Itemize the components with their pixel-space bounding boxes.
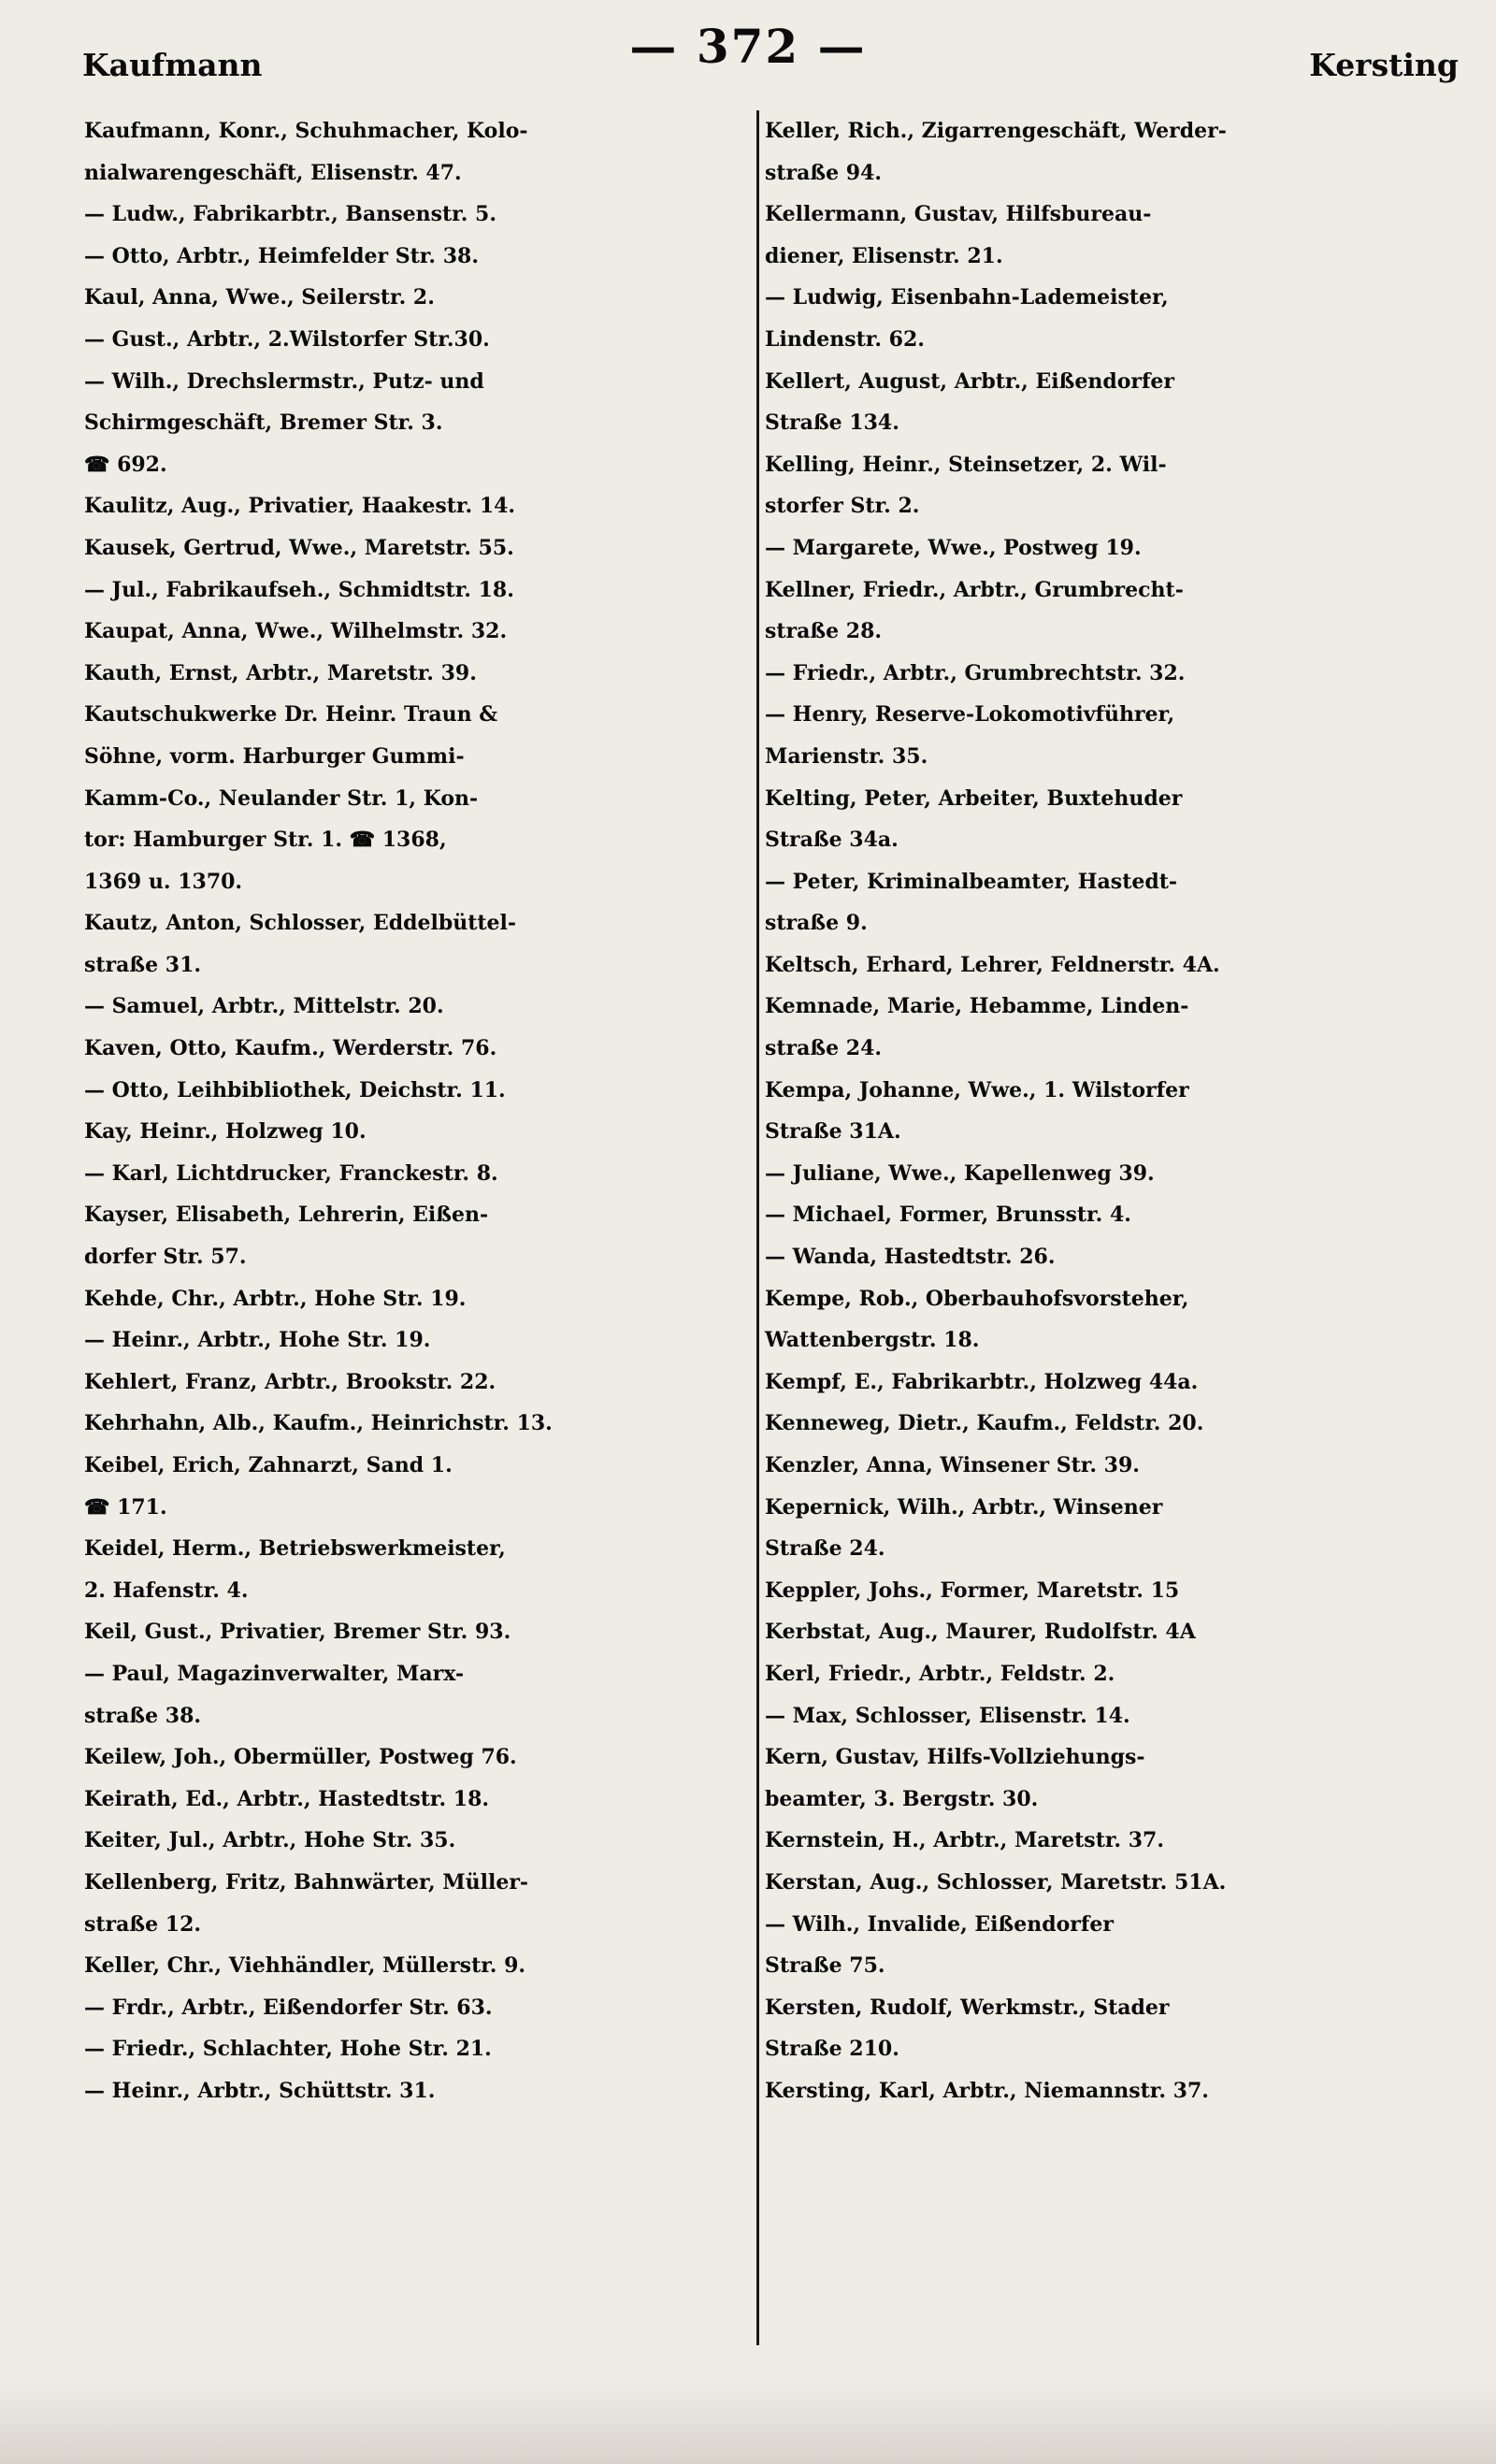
entry-line: Kautz, Anton, Schlosser, Eddelbüttel-	[84, 911, 517, 936]
entry-line: — Juliane, Wwe., Kapellenweg 39.	[765, 1160, 1155, 1186]
entry-line: Söhne, vorm. Harburger Gummi-	[84, 743, 465, 769]
entry-line: Schirmgeschäft, Bremer Str. 3.	[84, 411, 443, 436]
entry-line: Keilew, Joh., Obermüller, Postweg 76.	[84, 1745, 517, 1770]
entry-line: — Margarete, Wwe., Postweg 19.	[765, 535, 1142, 560]
entry-line: — Paul, Magazinverwalter, Marx-	[84, 1661, 465, 1686]
directory-entry	[84, 319, 739, 361]
entry-line: Kern, Gustav, Hilfs-Vollziehungs-	[765, 1745, 1145, 1770]
directory-entry	[84, 1403, 739, 1445]
directory-entry	[84, 1528, 739, 1611]
directory-entry	[84, 1070, 739, 1112]
entry-line: Straße 24.	[765, 1536, 885, 1562]
entry-line: Kerstan, Aug., Schlosser, Maretstr. 51A.	[765, 1869, 1227, 1895]
entry-line: Kautschukwerke Dr. Heinr. Traun &	[84, 702, 498, 728]
entry-line: Kaven, Otto, Kaufm., Werderstr. 76.	[84, 1036, 497, 1061]
header-right-catchword: Kersting	[1309, 47, 1459, 83]
entry-line: — Wilh., Drechslermstr., Putz- und	[84, 368, 484, 394]
directory-entry	[765, 1653, 1424, 1695]
directory-entry	[765, 1987, 1424, 2070]
entry-line: Kersten, Rudolf, Werkmstr., Stader	[765, 1995, 1170, 2020]
entry-line: Kaufmann, Konr., Schuhmacher, Kolo-	[84, 119, 528, 143]
directory-entry	[765, 986, 1424, 1069]
directory-entry	[84, 1653, 739, 1736]
entry-line: — Friedr., Schlachter, Hohe Str. 21.	[84, 2037, 492, 2062]
entry-line: Keiter, Jul., Arbtr., Hohe Str. 35.	[84, 1828, 456, 1853]
directory-entry	[84, 527, 739, 569]
entry-line: Kempe, Rob., Oberbauhofsvorsteher,	[765, 1286, 1189, 1311]
entry-line: Kaul, Anna, Wwe., Seilerstr. 2.	[84, 285, 435, 310]
entry-line: Keltsch, Erhard, Lehrer, Feldnerstr. 4A.	[765, 952, 1220, 977]
directory-entry	[765, 1611, 1424, 1653]
directory-entry	[84, 653, 739, 695]
directory-entry	[765, 527, 1424, 569]
entry-line: — Friedr., Arbtr., Grumbrechtstr. 32.	[765, 660, 1186, 685]
entry-line: Keibel, Erich, Zahnarzt, Sand 1.	[84, 1453, 453, 1477]
page-number: — 372 —	[629, 19, 867, 74]
directory-entry	[84, 1779, 739, 1821]
entry-line: Kempf, E., Fabrikarbtr., Holzweg 44a.	[765, 1369, 1199, 1394]
directory-entry	[765, 1862, 1424, 1904]
directory-entry	[765, 1070, 1424, 1153]
directory-entry	[84, 1445, 739, 1528]
directory-entry	[765, 1820, 1424, 1862]
entry-line: — Frdr., Arbtr., Eißendorfer Str. 63.	[84, 1995, 493, 2020]
directory-entry	[84, 569, 739, 612]
directory-entry	[84, 1820, 739, 1862]
directory-entry	[84, 1736, 739, 1779]
entry-line: — Peter, Kriminalbeamter, Hastedt-	[765, 869, 1178, 894]
directory-entry	[84, 1153, 739, 1195]
entry-line: — Max, Schlosser, Elisenstr. 14.	[765, 1703, 1130, 1728]
entry-line: Kerl, Friedr., Arbtr., Feldstr. 2.	[765, 1661, 1115, 1686]
entry-line: — Henry, Reserve-Lokomotivführer,	[765, 702, 1175, 728]
entry-line: Keller, Rich., Zigarrengeschäft, Werder-	[765, 119, 1227, 143]
entry-line: Marienstr. 35.	[765, 743, 928, 769]
entry-line: straße 9.	[765, 911, 868, 936]
entry-line: Kehrhahn, Alb., Kaufm., Heinrichstr. 13.	[84, 1411, 553, 1436]
entry-line: — Wanda, Hastedtstr. 26.	[765, 1245, 1056, 1270]
entry-line: diener, Elisenstr. 21.	[765, 243, 1003, 268]
directory-entry	[765, 277, 1424, 360]
entry-line: — Samuel, Arbtr., Mittelstr. 20.	[84, 994, 444, 1019]
entry-line: Lindenstr. 62.	[765, 326, 925, 352]
entry-line: Kerbstat, Aug., Maurer, Rudolfstr. 4A	[765, 1620, 1196, 1645]
entry-line: Kersting, Karl, Arbtr., Niemannstr. 37.	[765, 2078, 1209, 2103]
directory-entry	[765, 1362, 1424, 1404]
entry-line: Straße 34a.	[765, 828, 899, 853]
directory-entry	[765, 778, 1424, 861]
directory-entry	[84, 236, 739, 278]
entry-line: straße 31.	[84, 952, 202, 977]
directory-entry	[765, 653, 1424, 695]
right-column	[765, 110, 1424, 2112]
directory-entry	[84, 485, 739, 527]
entry-line: — Ludwig, Eisenbahn-Lademeister,	[765, 285, 1169, 310]
entry-line: Kepernick, Wilh., Arbtr., Winsener	[765, 1494, 1163, 1520]
directory-entry	[84, 694, 739, 902]
directory-entry	[765, 1570, 1424, 1612]
entry-line: — Otto, Leihbibliothek, Deichstr. 11.	[84, 1077, 506, 1102]
entry-line: Keidel, Herm., Betriebswerkmeister,	[84, 1536, 506, 1562]
directory-entry	[765, 2070, 1424, 2112]
left-column	[84, 110, 739, 2112]
directory-entry	[84, 611, 739, 653]
directory-entry	[84, 1362, 739, 1404]
directory-entry	[84, 1194, 739, 1277]
directory-entry	[765, 110, 1424, 194]
entry-line: Kausek, Gertrud, Wwe., Maretstr. 55.	[84, 535, 514, 560]
entry-line: Kelting, Peter, Arbeiter, Buxtehuder	[765, 785, 1183, 811]
entry-line: Kehlert, Franz, Arbtr., Brookstr. 22.	[84, 1369, 496, 1394]
page-header	[37, 13, 1459, 88]
entry-line: straße 94.	[765, 160, 883, 185]
entry-line: Wattenbergstr. 18.	[765, 1328, 980, 1353]
directory-entry	[765, 1445, 1424, 1487]
entry-line: Kamm-Co., Neulander Str. 1, Kon-	[84, 785, 479, 811]
directory-entry	[84, 1028, 739, 1070]
entry-line: — Michael, Former, Brunsstr. 4.	[765, 1203, 1131, 1228]
entry-line: — Karl, Lichtdrucker, Franckestr. 8.	[84, 1160, 498, 1186]
directory-entry	[765, 1736, 1424, 1820]
entry-line: Kay, Heinr., Holzweg 10.	[84, 1119, 367, 1145]
column-divider	[756, 110, 759, 2345]
entry-line: — Jul., Fabrikaufseh., Schmidtstr. 18.	[84, 577, 514, 602]
directory-entry	[765, 1194, 1424, 1236]
entry-line: straße 24.	[765, 1036, 883, 1061]
page-bottom-edge	[0, 2380, 1496, 2464]
entry-line: 1369 u. 1370.	[84, 869, 243, 894]
directory-entry	[765, 1904, 1424, 1987]
entry-line: Keller, Chr., Viehhändler, Müllerstr. 9.	[84, 1953, 526, 1979]
entry-line: — Heinr., Arbtr., Hohe Str. 19.	[84, 1328, 431, 1353]
entry-line: — Heinr., Arbtr., Schüttstr. 31.	[84, 2078, 436, 2103]
directory-entry	[84, 2070, 739, 2112]
entry-line: Kemnade, Marie, Hebamme, Linden-	[765, 994, 1189, 1019]
entry-line: 2. Hafenstr. 4.	[84, 1578, 249, 1603]
entry-line: Kellert, August, Arbtr., Eißendorfer	[765, 368, 1175, 394]
entry-line: beamter, 3. Bergstr. 30.	[765, 1786, 1039, 1811]
entry-line: Keil, Gust., Privatier, Bremer Str. 93.	[84, 1620, 511, 1645]
directory-entry	[84, 1987, 739, 2029]
entry-line: straße 38.	[84, 1703, 202, 1728]
entry-line: Straße 210.	[765, 2037, 899, 2062]
entry-line: Kellenberg, Fritz, Bahnwärter, Müller-	[84, 1869, 529, 1895]
entry-line: Straße 75.	[765, 1953, 885, 1979]
entry-line: straße 12.	[84, 1911, 202, 1937]
directory-entry	[84, 1862, 739, 1945]
directory-entry	[84, 194, 739, 236]
entry-line: Straße 134.	[765, 411, 899, 436]
directory-entry	[84, 277, 739, 319]
entry-line: Kernstein, H., Arbtr., Maretstr. 37.	[765, 1828, 1165, 1853]
entry-line: nialwarengeschäft, Elisenstr. 47.	[84, 160, 462, 185]
directory-entry	[765, 194, 1424, 277]
directory-entry	[84, 986, 739, 1028]
entry-line: Kehde, Chr., Arbtr., Hohe Str. 19.	[84, 1286, 467, 1311]
directory-entry	[765, 444, 1424, 527]
directory-entry	[765, 861, 1424, 944]
entry-line: Kayser, Elisabeth, Lehrerin, Eißen-	[84, 1203, 489, 1228]
entry-line: Kaulitz, Aug., Privatier, Haakestr. 14.	[84, 494, 516, 519]
entry-line: — Wilh., Invalide, Eißendorfer	[765, 1911, 1114, 1937]
entry-line: Kaupat, Anna, Wwe., Wilhelmstr. 32.	[84, 619, 508, 644]
header-left-catchword: Kaufmann	[82, 47, 263, 83]
directory-entry	[84, 1319, 739, 1362]
entry-line: ☎ 692.	[84, 452, 167, 477]
directory-entry	[765, 1403, 1424, 1445]
entry-line: Kelling, Heinr., Steinsetzer, 2. Wil-	[765, 452, 1167, 477]
entry-line: — Otto, Arbtr., Heimfelder Str. 38.	[84, 243, 479, 268]
directory-entry	[84, 1611, 739, 1653]
entry-line: Keppler, Johs., Former, Maretstr. 15	[765, 1578, 1180, 1603]
entry-line: ☎ 171.	[84, 1494, 167, 1520]
entry-line: Kenzler, Anna, Winsener Str. 39.	[765, 1453, 1140, 1477]
directory-entry	[84, 1278, 739, 1320]
directory-entry	[84, 1111, 739, 1153]
directory-entry	[765, 569, 1424, 653]
directory-entry	[765, 1236, 1424, 1278]
entry-line: dorfer Str. 57.	[84, 1245, 247, 1270]
entry-line: Kempa, Johanne, Wwe., 1. Wilstorfer	[765, 1077, 1189, 1102]
directory-entry	[765, 1278, 1424, 1362]
entry-line: Kellermann, Gustav, Hilfsbureau-	[765, 202, 1152, 227]
entry-line: Straße 31A.	[765, 1119, 901, 1145]
entry-line: — Ludw., Fabrikarbtr., Bansenstr. 5.	[84, 202, 497, 227]
entry-line: Kellner, Friedr., Arbtr., Grumbrecht-	[765, 577, 1184, 602]
entry-line: Keirath, Ed., Arbtr., Hastedtstr. 18.	[84, 1786, 490, 1811]
entry-line: straße 28.	[765, 619, 883, 644]
directory-entry	[84, 902, 739, 986]
directory-entry	[765, 361, 1424, 444]
directory-entry	[765, 694, 1424, 777]
entry-line: tor: Hamburger Str. 1. ☎ 1368,	[84, 828, 447, 853]
directory-entry	[84, 1945, 739, 1987]
directory-entry	[765, 1487, 1424, 1570]
directory-entry	[765, 1695, 1424, 1737]
directory-entry	[84, 110, 739, 194]
directory-entry	[765, 944, 1424, 987]
entry-line: — Gust., Arbtr., 2.Wilstorfer Str.30.	[84, 326, 490, 352]
directory-entry	[84, 2028, 739, 2070]
entry-line: storfer Str. 2.	[765, 494, 920, 519]
entry-line: Kauth, Ernst, Arbtr., Maretstr. 39.	[84, 660, 477, 685]
entry-line: Kenneweg, Dietr., Kaufm., Feldstr. 20.	[765, 1411, 1204, 1436]
directory-entry	[84, 361, 739, 486]
directory-entry	[765, 1153, 1424, 1195]
